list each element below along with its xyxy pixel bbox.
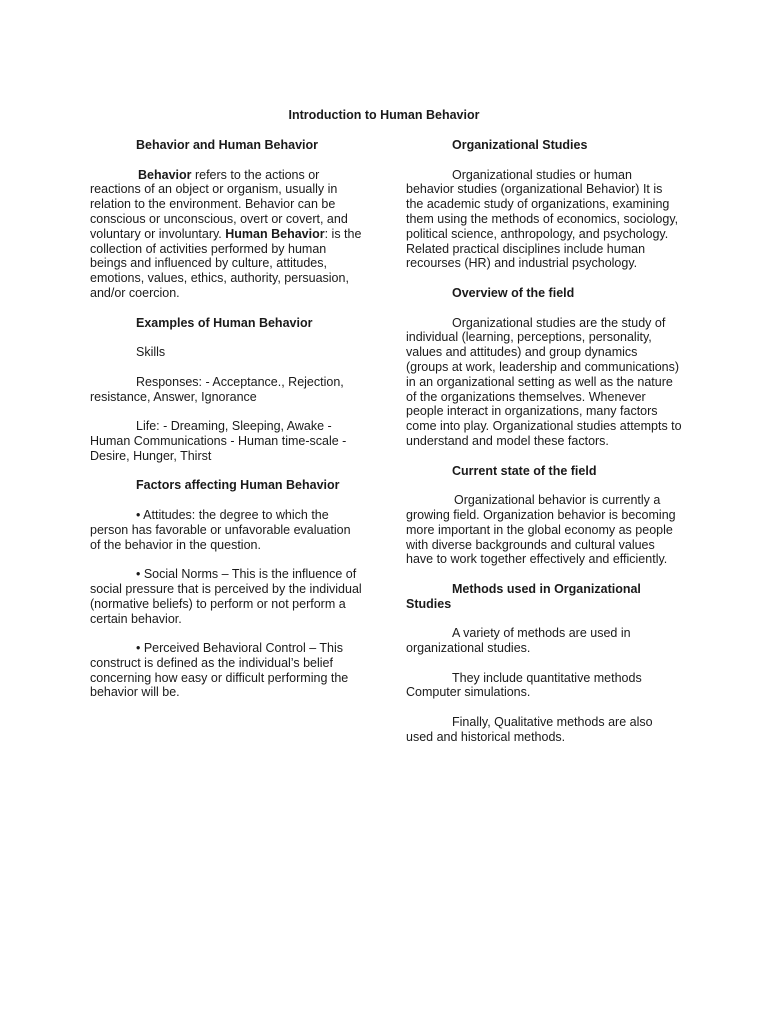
heading-overview-of-the-field: Overview of the field xyxy=(452,285,575,300)
example-life: Life: - Dreaming, Sleeping, Awake - Human Communications - Human time-scale - Desire, Hunger, Thirst xyxy=(90,419,347,463)
behavior-term: Behavior xyxy=(138,167,192,182)
example-skills: Skills xyxy=(136,345,166,360)
heading-methods-used: Methods used in Organizational Studies xyxy=(406,581,641,611)
overview-paragraph: Organizational studies are the study of individual (learning, perceptions, personality, values and attitudes) and group dynamics (groups at work, leadership and communications) in an organizational setting as well as the nature of the organizations themselves. Whenever people interact in organizations, many factors come into play. Organizational studies attempts to understand and model these factors. xyxy=(406,315,682,448)
behavior-definition-text: refers to the actions or reactions of an object or organism, usually in relation to the environment. Behavior can be conscious or unconscious, overt or covert, and voluntary or involuntary. xyxy=(90,167,348,241)
human-behavior-definition-text: : is the collection of activities performed by human beings and influenced by culture, attitudes, emotions, values, ethics, authority, persuasion, and/or coercion. xyxy=(90,226,362,300)
heading-examples-of-human-behavior: Examples of Human Behavior xyxy=(136,315,313,330)
factor-attitudes: • Attitudes: the degree to which the person has favorable or unfavorable evaluation of the behavior in the question. xyxy=(90,507,351,552)
organizational-studies-paragraph: Organizational studies or human behavior studies (organizational Behavior) It is the academic study of organizations, examining them using the methods of economics, sociology, political science, anthropology, and psychology. Related practical disciplines include human recourses (HR) and industrial psychology. xyxy=(406,167,679,271)
right-column xyxy=(406,138,682,759)
example-responses: Responses: - Acceptance., Rejection, resistance, Answer, Ignorance xyxy=(90,374,344,404)
factor-social-norms: • Social Norms – This is the influence of social pressure that is perceived by the individual (normative beliefs) to perform or not perform a certain behavior. xyxy=(90,567,362,626)
methods-paragraph-3: Finally, Qualitative methods are also used and historical methods. xyxy=(406,715,653,744)
heading-behavior-and-human-behavior: Behavior and Human Behavior xyxy=(136,138,318,152)
heading-factors-affecting-human-behavior: Factors affecting Human Behavior xyxy=(136,478,340,493)
behavior-definition-paragraph xyxy=(90,168,362,301)
current-state-paragraph: Organizational behavior is currently a growing field. Organization behavior is becoming more important in the global economy as people with diverse backgrounds and cultural values have to work together effectively and efficiently. xyxy=(406,493,676,567)
left-column xyxy=(90,138,362,715)
factor-perceived-behavioral-control: • Perceived Behavioral Control – This construct is defined as the individual’s belief concerning how easy or difficult performing the behavior will be. xyxy=(90,641,349,700)
methods-paragraph-2: They include quantitative methods Computer simulations. xyxy=(406,670,642,700)
heading-current-state-of-the-field: Current state of the field xyxy=(452,463,597,478)
heading-organizational-studies: Organizational Studies xyxy=(452,138,588,152)
document-title: Introduction to Human Behavior xyxy=(288,108,480,122)
human-behavior-term: Human Behavior xyxy=(225,226,325,241)
methods-paragraph-1: A variety of methods are used in organizational studies. xyxy=(406,626,631,656)
